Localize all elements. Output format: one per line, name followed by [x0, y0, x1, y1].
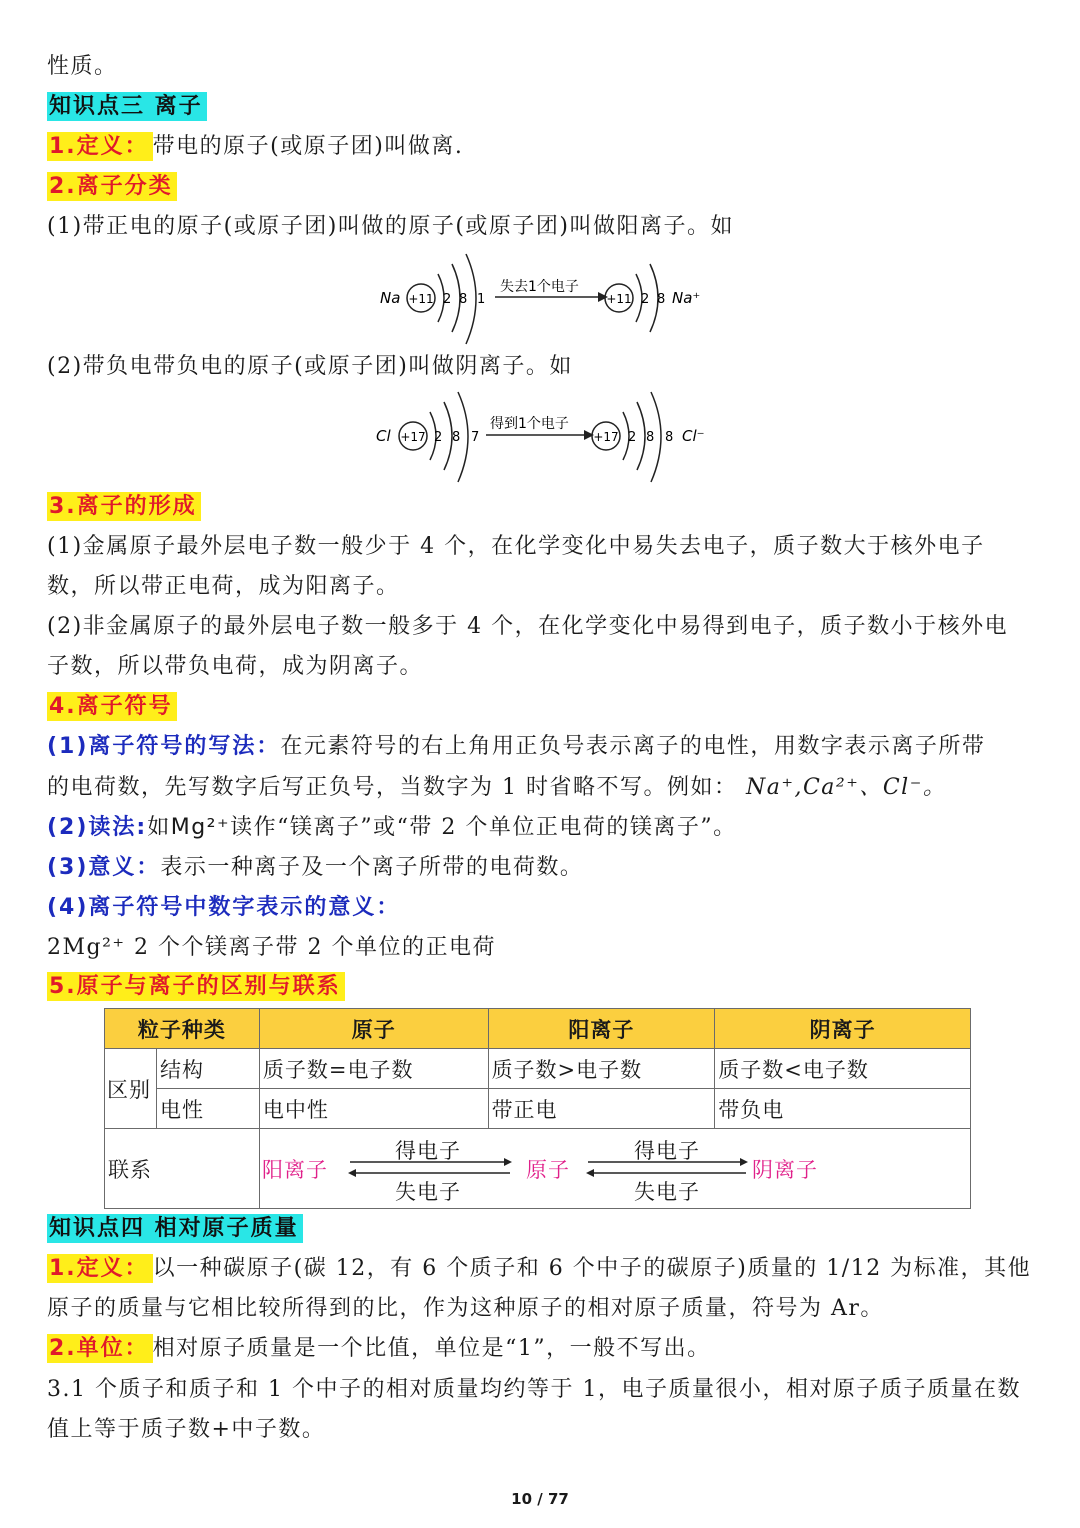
row-label: 结构: [156, 1049, 259, 1089]
row-label: 电性: [156, 1089, 259, 1129]
link-cation: 阳离子: [262, 1158, 328, 1182]
unit-label: 2.单位：: [47, 1334, 153, 1363]
read-text-pre: 如: [147, 815, 171, 840]
header-atom: 原子: [259, 1009, 488, 1049]
na-ion-symbol: Na⁺: [672, 289, 701, 307]
p3-b: 值上等于质子数+中子数。: [47, 1417, 326, 1442]
page-number: 10 / 77: [511, 1490, 569, 1508]
link-atom: 原子: [526, 1158, 570, 1182]
na-shell-2: 8: [459, 292, 468, 307]
cation-line: (1)带正电的原子(或原子团)叫做的原子(或原子团)叫做阳离子。如: [47, 214, 734, 239]
formation-2a: (2)非金属原子的最外层电子数一般多于 4 个，在化学变化中易得到电子，质子数小于核外电: [47, 614, 1009, 639]
ion-symbol-heading: [47, 692, 177, 722]
cl-shell-1: 2: [434, 430, 443, 445]
header-particle-type: 粒子种类: [105, 1009, 260, 1049]
write-line-a: [47, 732, 985, 762]
link-gain-1: 得电子: [395, 1139, 461, 1163]
na-ion-shell-2: 8: [657, 292, 666, 307]
digit-label: (4)离子符号中数字表示的意义：: [47, 895, 401, 920]
write-line-b: [47, 773, 946, 803]
meaning-line: [47, 853, 583, 883]
na-shell-3: 1: [477, 292, 486, 307]
na-ion-shell-1: 2: [641, 292, 650, 307]
difference-heading: [47, 972, 345, 1002]
formation-1b: 数，所以带正电荷，成为阳离子。: [47, 574, 400, 599]
ion-class-label: 2.离子分类: [47, 172, 177, 201]
cl-shell-3: 7: [471, 430, 480, 445]
mass-def-a: 以一种碳原子(碳 12，有 6 个质子和 6 个中子的碳原子)质量的 1/12 为标准，其他: [152, 1256, 1032, 1281]
table-header-row: [105, 1009, 971, 1049]
cl-ion-shell-3: 8: [665, 430, 674, 445]
cell-anion: 带负电: [715, 1089, 971, 1129]
cell-cation: 带正电: [488, 1089, 715, 1129]
link-anion: 阴离子: [752, 1158, 818, 1182]
read-symbol: Mg²⁺: [170, 815, 231, 840]
cell-atom: 电中性: [259, 1089, 488, 1129]
mass-def-label: 1.定义：: [47, 1254, 153, 1283]
unit-line: [47, 1334, 711, 1364]
table-row: [105, 1049, 971, 1089]
link-gain-2: 得电子: [634, 1139, 700, 1163]
read-label: (2)读法:: [47, 815, 148, 840]
na-ion-diagram: [370, 250, 710, 350]
anion-line: (2)带负电带负电的原子(或原子团)叫做阴离子。如: [47, 354, 573, 379]
cl-ion-nucleus-charge: +17: [593, 430, 619, 444]
cell-anion: 质子数<电子数: [715, 1049, 971, 1089]
header-cation: 阳离子: [488, 1009, 715, 1049]
meaning-text: 表示一种离子及一个离子所带的电荷数。: [160, 855, 584, 880]
cell-cation: 质子数>电子数: [488, 1049, 715, 1089]
formation-heading: [47, 492, 201, 522]
read-text-post: 读作“镁离子”或“带 2 个单位正电荷的镁离子”。: [230, 815, 737, 840]
na-nucleus-charge: +11: [408, 292, 434, 306]
unit-text: 相对原子质量是一个比值，单位是“1”，一般不写出。: [152, 1336, 711, 1361]
na-shell-1: 2: [443, 292, 452, 307]
intro-tail: 性质。: [47, 54, 118, 79]
section4-title: 知识点四 相对原子质量: [47, 1214, 303, 1243]
write-text-b: 的电荷数，先写数字后写正负号，当数字为 1 时省略不写。例如：: [47, 775, 738, 800]
ion-symbol-label: 4.离子符号: [47, 692, 177, 721]
link-lose-2: 失电子: [634, 1180, 700, 1204]
write-examples: Na⁺,Ca²⁺、Cl⁻。: [746, 775, 947, 800]
section3-heading: [47, 92, 207, 122]
mass-def-line-a: [47, 1254, 1031, 1284]
link-label: 联系: [105, 1129, 260, 1209]
link-arrows: [340, 1156, 760, 1180]
digit-heading: [47, 893, 400, 923]
group-label: 区别: [105, 1049, 157, 1129]
cl-shell-2: 8: [452, 430, 461, 445]
formation-2b: 子数，所以带负电荷，成为阴离子。: [47, 654, 424, 679]
table-row: [105, 1089, 971, 1129]
read-line: [47, 813, 737, 843]
p3-a: 3.1 个质子和质子和 1 个中子的相对质量均约等于 1，电子质量很小，相对原子质子质量在数: [47, 1377, 1021, 1402]
header-anion: 阴离子: [715, 1009, 971, 1049]
cl-ion-diagram: [370, 386, 720, 486]
cl-symbol: Cl: [376, 427, 391, 445]
cl-ion-symbol: Cl⁻: [682, 427, 705, 445]
cl-nucleus-charge: +17: [400, 430, 426, 444]
link-lose-1: 失电子: [395, 1180, 461, 1204]
difference-label: 5.原子与离子的区别与联系: [47, 972, 345, 1001]
na-ion-nucleus-charge: +11: [606, 292, 632, 306]
mass-def-b: 原子的质量与它相比较所得到的比，作为这种原子的相对原子质量，符号为 Ar。: [47, 1296, 884, 1321]
na-arrow-label: 失去1个电子: [500, 279, 579, 295]
ion-def-label: 1.定义：: [47, 132, 153, 161]
cl-ion-shell-2: 8: [646, 430, 655, 445]
cl-arrow-label: 得到1个电子: [490, 416, 569, 432]
na-symbol: Na: [380, 289, 401, 307]
cell-atom: 质子数=电子数: [259, 1049, 488, 1089]
digit-text: 2Mg²⁺ 2 个个镁离子带 2 个单位的正电荷: [47, 935, 497, 960]
write-text-a: 在元素符号的右上角用正负号表示离子的电性，用数字表示离子所带: [280, 734, 986, 759]
section4-heading: [47, 1214, 303, 1244]
ion-class-heading: [47, 172, 177, 202]
ion-def-text: 带电的原子(或原子团)叫做离.: [152, 134, 464, 159]
section3-title: 知识点三 离子: [47, 92, 207, 121]
cl-ion-shell-1: 2: [628, 430, 637, 445]
meaning-label: (3)意义：: [47, 855, 161, 880]
formation-label: 3.离子的形成: [47, 492, 201, 521]
write-label: (1)离子符号的写法：: [47, 734, 281, 759]
formation-1a: (1)金属原子最外层电子数一般少于 4 个，在化学变化中易失去电子，质子数大于核外电子: [47, 534, 985, 559]
ion-definition: [47, 132, 463, 162]
